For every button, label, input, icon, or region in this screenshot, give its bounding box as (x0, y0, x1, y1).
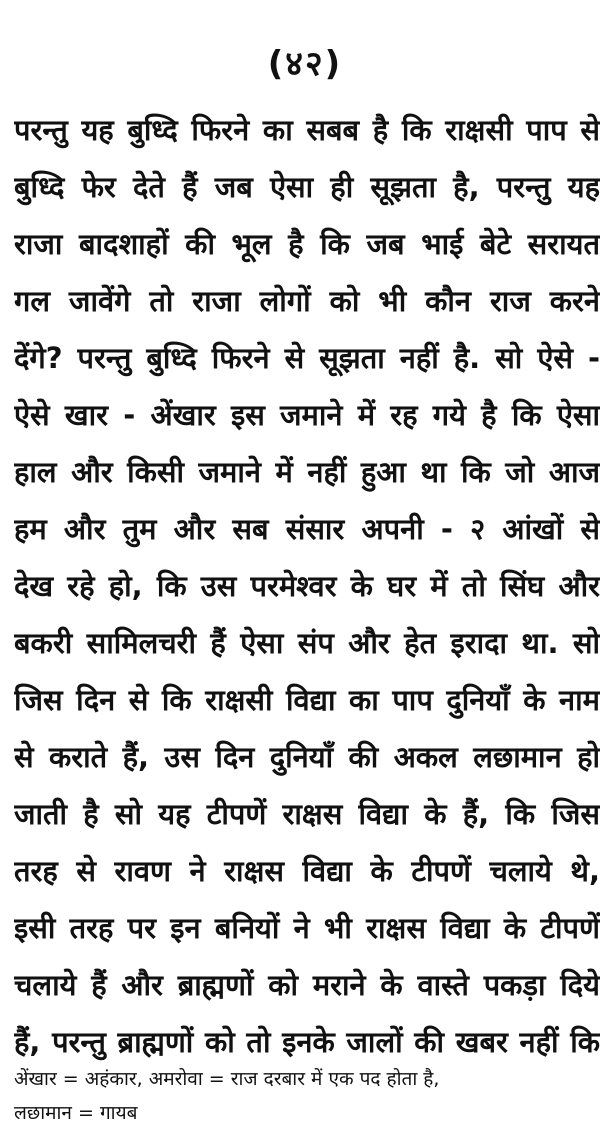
body-text (14, 102, 600, 1071)
text-line: जाती है सो यह टीपणें राक्षस विद्या के हैं, कि जिस (14, 797, 600, 831)
text-line: परन्तु यह बुध्दि फिरने का सबब है कि राक्षसी पाप से (14, 113, 600, 147)
text-line: हैं, परन्तु ब्राह्मणों को तो इनके जालों की खबर नहीं कि (14, 1025, 600, 1059)
footnote (14, 1062, 600, 1121)
text-line: इसी तरह पर इन बनियों ने भी राक्षस विद्या के टीपणें (14, 911, 600, 945)
footnote-line: अेंखार = अहंकार, अमरोवा = राज दरबार में एक पद होता है, (14, 1068, 440, 1090)
text-line: हम और तुम और सब संसार अपनी - २ आंखों से (14, 512, 600, 546)
text-line: राजा बादशाहों की भूल है कि जब भाई बेटे सरायत (14, 227, 600, 261)
text-line: देंगे? परन्तु बुध्दि फिरने से सूझता नहीं है. सो ऐसे - (14, 341, 600, 375)
text-line: हाल और किसी जमाने में नहीं हुआ था कि जो आज (14, 455, 600, 489)
text-line: बकरी सामिलचरी हैं ऐसा संप और हेत इरादा था. सो (14, 626, 600, 660)
text-line: तरह से रावण ने राक्षस विद्या के टीपणें चलाये थे, (14, 854, 600, 888)
text-line: जिस दिन से कि राक्षसी विद्या का पाप दुनियाँ के नाम (14, 683, 600, 717)
text-line: गल जावेंगे तो राजा लोगों को भी कौन राज करने (14, 284, 600, 318)
footnote-line: लछामान = गायब (14, 1102, 138, 1121)
text-line: से कराते हैं, उस दिन दुनियाँ की अकल लछामान हो (14, 740, 600, 774)
text-line: देख रहे हो, कि उस परमेश्वर के घर में तो सिंघ और (14, 569, 600, 603)
text-line: चलाये हैं और ब्राह्मणों को मराने के वास्ते पकड़ा दिये (14, 968, 600, 1002)
text-line: बुध्दि फेर देते हैं जब ऐसा ही सूझता है, परन्तु यह (14, 170, 600, 204)
text-line: ऐसे खार - अेंखार इस जमाने में रह गये है कि ऐसा (14, 398, 600, 432)
page-number: (४२) (267, 44, 343, 84)
